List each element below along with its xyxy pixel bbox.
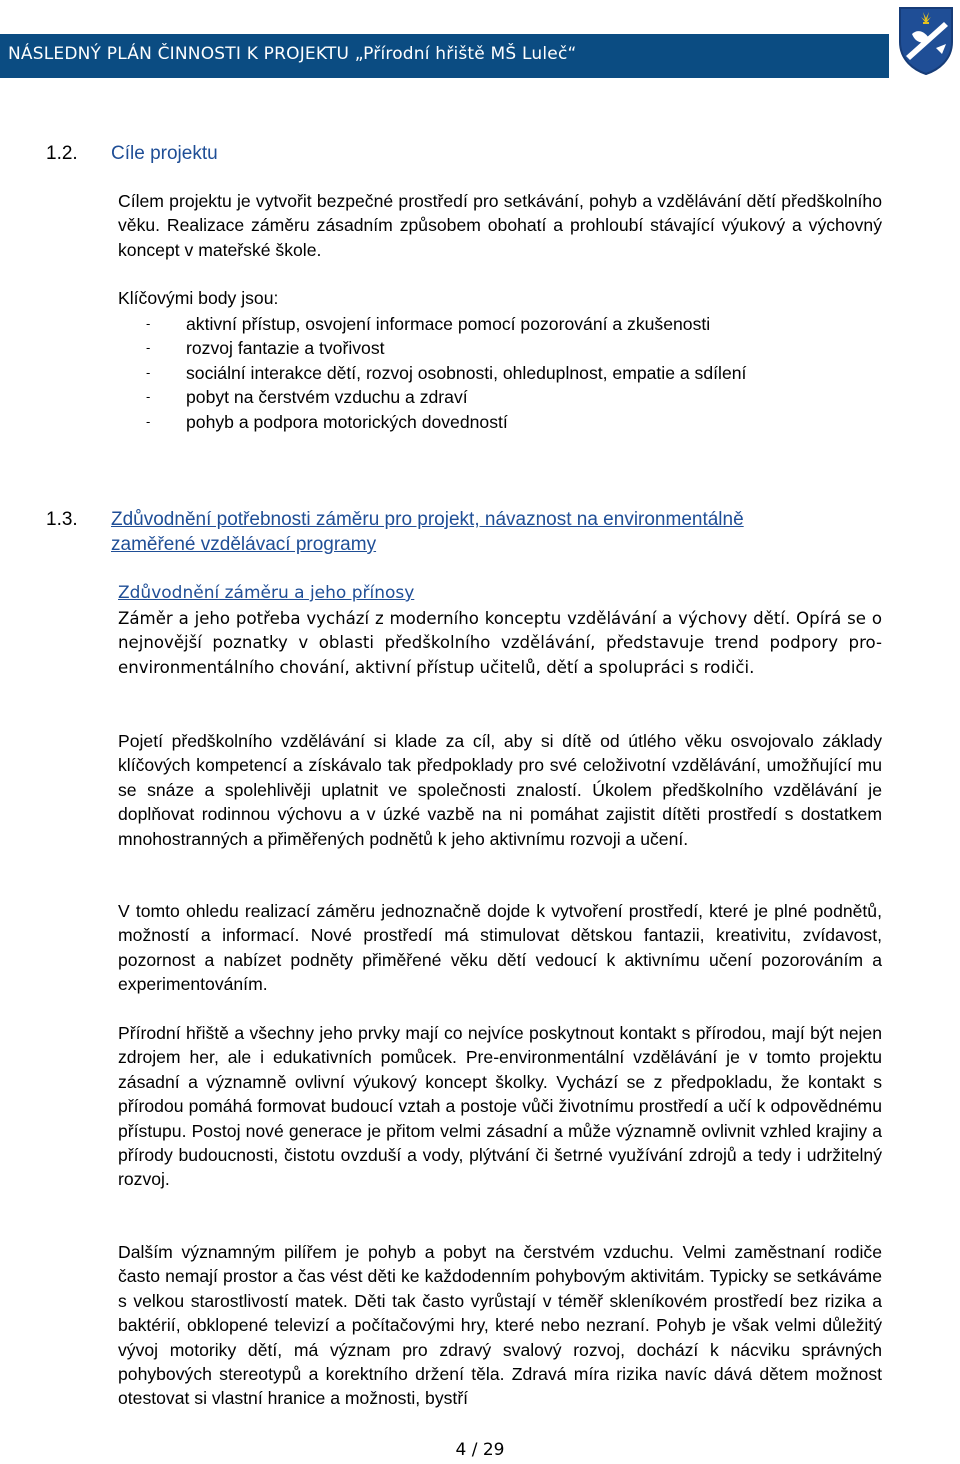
bullet-dash: - <box>146 389 151 405</box>
section-number: 1.3. <box>46 509 78 530</box>
coat-of-arms-icon <box>896 4 956 76</box>
paragraph: V tomto ohledu realizací záměru jednoznačně dojde k vytvoření prostředí, které je plné podnětů, možností a informací. Nové prostředí má stimulovat dětskou fantazii, kreativitu, zvídavost, pozornost a nabízet podněty přiměřené věku dětí vedoucí k aktivnímu učení pozorováním a experimentováním. <box>118 901 882 995</box>
paragraph: Dalším významným pilířem je pohyb a pobyt na čerstvém vzduchu. Velmi zaměstnaní rodiče často nemají prostor a čas vést děti ke každodenním pohybovým aktivitám. Typicky se setkáváme s velkou starostlivostí matek. Děti tak často vyrůstají v téměř skleníkovém prostředí bez rizika a baktérií, obklopené televizí a počítačovými hry, které nebo nezraní. Pohyb je však velmi důležitý vývoj motoriky dětí, má význam pro zdravý svalový rozvoj, dochází k nácviku správných pohybových stereotypů a korektního držení těla. Zdravá míra rizika navíc dává dětem možnost otestovat si vlastní hranice a možnosti, bystří <box>118 1242 882 1409</box>
key-points-label: Klíčovými body jsou: <box>118 288 279 308</box>
list-item: - rozvoj fantazie a tvořivost <box>118 336 746 360</box>
bullet-dash: - <box>146 340 151 356</box>
bullet-dash: - <box>146 364 151 380</box>
list-item: - aktivní přístup, osvojení informace pomocí pozorování a zkušenosti <box>118 312 746 336</box>
paragraph: Záměr a jeho potřeba vychází z moderního konceptu vzdělávání a výchovy dětí. Opírá se o nejnovější poznatky v oblasti předškolního vzdělávání, představuje trend podpory pro-environmentálního chování, aktivní přístup učitelů, dětí a spolupráci s rodiči. <box>118 609 882 677</box>
subheading: Zdůvodnění záměru a jeho přínosy <box>118 583 415 603</box>
list-item: - sociální interakce dětí, rozvoj osobnosti, ohleduplnost, empatie a sdílení <box>118 361 746 385</box>
section-title-line-1: Zdůvodnění potřebnosti záměru pro projekt, návaznost na environmentálně <box>111 509 744 530</box>
section-title-line-2: zaměřené vzdělávací programy <box>111 534 377 555</box>
header-bar <box>0 34 889 78</box>
paragraph: Pojetí předškolního vzdělávání si klade za cíl, aby si dítě od útlého věku osvojovalo základy klíčových kompetencí a získávalo tak předpoklady pro své celoživotní vzdělávání, umožňující mu se snáze a spolehlivěji uplatnit ve společnosti znalostí. Úkolem předškolního vzdělávání je doplňovat rodinnou výchovu a v úzké vazbě na ni pomáhat zajistit dítěti prostředí s dostatkem mnohostranných a přiměřených podnětů k jeho aktivnímu rozvoji a učení. <box>118 731 882 849</box>
section-title: Cíle projektu <box>111 143 218 164</box>
intro-paragraph: Cílem projektu je vytvořit bezpečné prostředí pro setkávání, pohyb a vzdělávání dětí předškolního věku. Realizace záměru zásadním způsobem obohatí a prohloubí stávající výukový a výchovný koncept v mateřské škole. <box>118 191 882 260</box>
document-header-title: NÁSLEDNÝ PLÁN ČINNOSTI K PROJEKTU „Přírodní hřiště MŠ Luleč“ <box>8 44 577 64</box>
list-item: - pohyb a podpora motorických dovedností <box>118 410 746 434</box>
key-points-list <box>118 312 746 434</box>
bullet-dash: - <box>146 413 151 429</box>
list-item: - pobyt na čerstvém vzduchu a zdraví <box>118 385 746 409</box>
page-number: 4 / 29 <box>455 1440 505 1460</box>
bullet-dash: - <box>146 316 151 331</box>
section-number: 1.2. <box>46 143 78 164</box>
paragraph: Přírodní hřiště a všechny jeho prvky mají co nejvíce poskytnout kontakt s přírodou, mají být nejen zdrojem her, ale i edukativních pomůcek. Pre-environmentální vzdělávání je v tomto projektu zásadní a významně ovlivní výukový koncept školky. Vychází se z předpokladu, že kontakt s přírodou pomáhá formovat budoucí vztah a postoje vůči životnímu prostředí a učí k odpovědnému přístupu. Postoj nové generace je přitom velmi zásadní a může významně ovlivnit vzhled krajiny a přírody budoucnosti, čistotu ovzduší a vody, plýtvání či šetrné využívání zdrojů a tedy i udržitelný rozvoj. <box>118 1023 882 1190</box>
